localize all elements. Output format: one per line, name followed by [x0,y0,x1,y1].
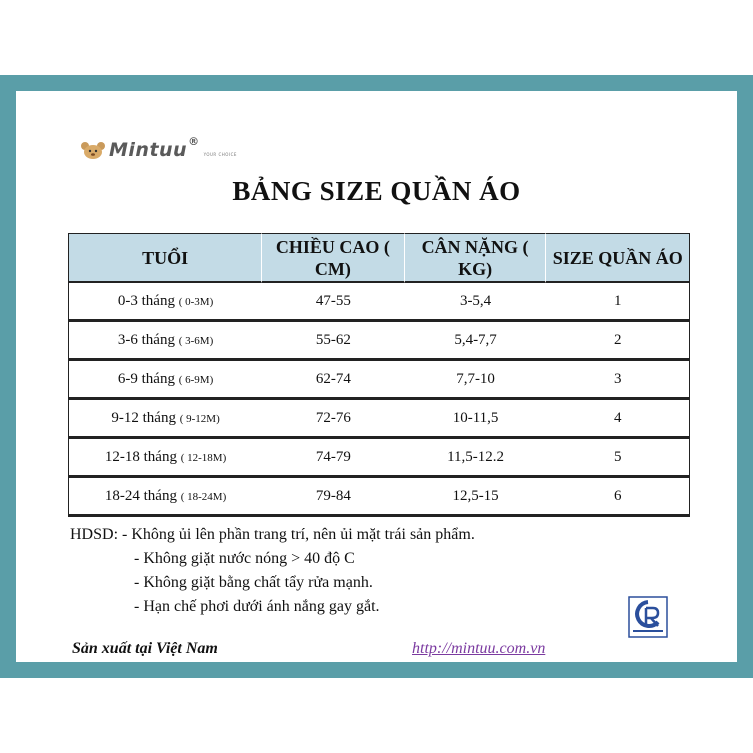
instruction-item: - Không giặt nước nóng > 40 độ C [134,550,355,567]
quality-certification-icon [628,596,668,638]
size-cell: 2 [546,322,690,361]
weight-cell: 5,4-7,7 [405,322,547,361]
brand-name: Mintuu [109,139,188,161]
weight-cell: 3-5,4 [405,283,547,322]
page-title: BẢNG SIZE QUẦN ÁO [232,176,521,206]
teal-frame [0,75,753,678]
table-row [68,361,690,400]
age-cell: 0-3 tháng ( 0-3M) [68,283,262,322]
table-row [68,478,690,517]
height-cell: 62-74 [262,361,405,400]
weight-cell: 7,7-10 [405,361,547,400]
table-row [68,400,690,439]
made-in-vietnam: Sản xuất tại Việt Nam [72,640,218,657]
height-cell: 74-79 [262,439,405,478]
instruction-item: - Không ủi lên phần trang trí, nên ủi mặt trái sản phẩm. [122,526,475,543]
weight-cell: 10-11,5 [405,400,547,439]
size-cell: 1 [546,283,690,322]
instruction-item: - Hạn chế phơi dưới ánh nắng gay gắt. [134,598,380,615]
header-age: TUỔI [68,233,262,283]
size-cell: 4 [546,400,690,439]
weight-cell: 12,5-15 [405,478,547,517]
size-cell: 5 [546,439,690,478]
height-cell: 55-62 [262,322,405,361]
height-cell: 47-55 [262,283,405,322]
size-chart-card [16,91,737,662]
size-cell: 3 [546,361,690,400]
header-height: CHIỀU CAO ( CM) [262,233,405,283]
table-row [68,283,690,322]
brand-tagline: YOUR CHOICE [203,151,237,157]
height-cell: 79-84 [262,478,405,517]
table-row [68,322,690,361]
age-cell: 9-12 tháng ( 9-12M) [68,400,262,439]
size-table [68,233,690,517]
header-size: SIZE QUẦN ÁO [546,233,690,283]
registered-mark: ® [188,134,200,148]
table-row [68,439,690,478]
website-link[interactable]: http://mintuu.com.vn [412,640,546,657]
height-cell: 72-76 [262,400,405,439]
age-cell: 12-18 tháng ( 12-18M) [68,439,262,478]
age-cell: 6-9 tháng ( 6-9M) [68,361,262,400]
table-header-row [68,233,690,283]
age-cell: 3-6 tháng ( 3-6M) [68,322,262,361]
age-cell: 18-24 tháng ( 18-24M) [68,478,262,517]
size-cell: 6 [546,478,690,517]
header-weight: CÂN NẶNG ( KG) [405,233,547,283]
usage-instructions [70,523,475,619]
instruction-item: - Không giặt bằng chất tẩy rửa mạnh. [134,574,373,591]
bear-logo-icon [80,140,106,160]
instruction-line [70,523,475,547]
brand-logo [80,134,237,161]
weight-cell: 11,5-12.2 [405,439,547,478]
instructions-label: HDSD: [70,526,119,543]
